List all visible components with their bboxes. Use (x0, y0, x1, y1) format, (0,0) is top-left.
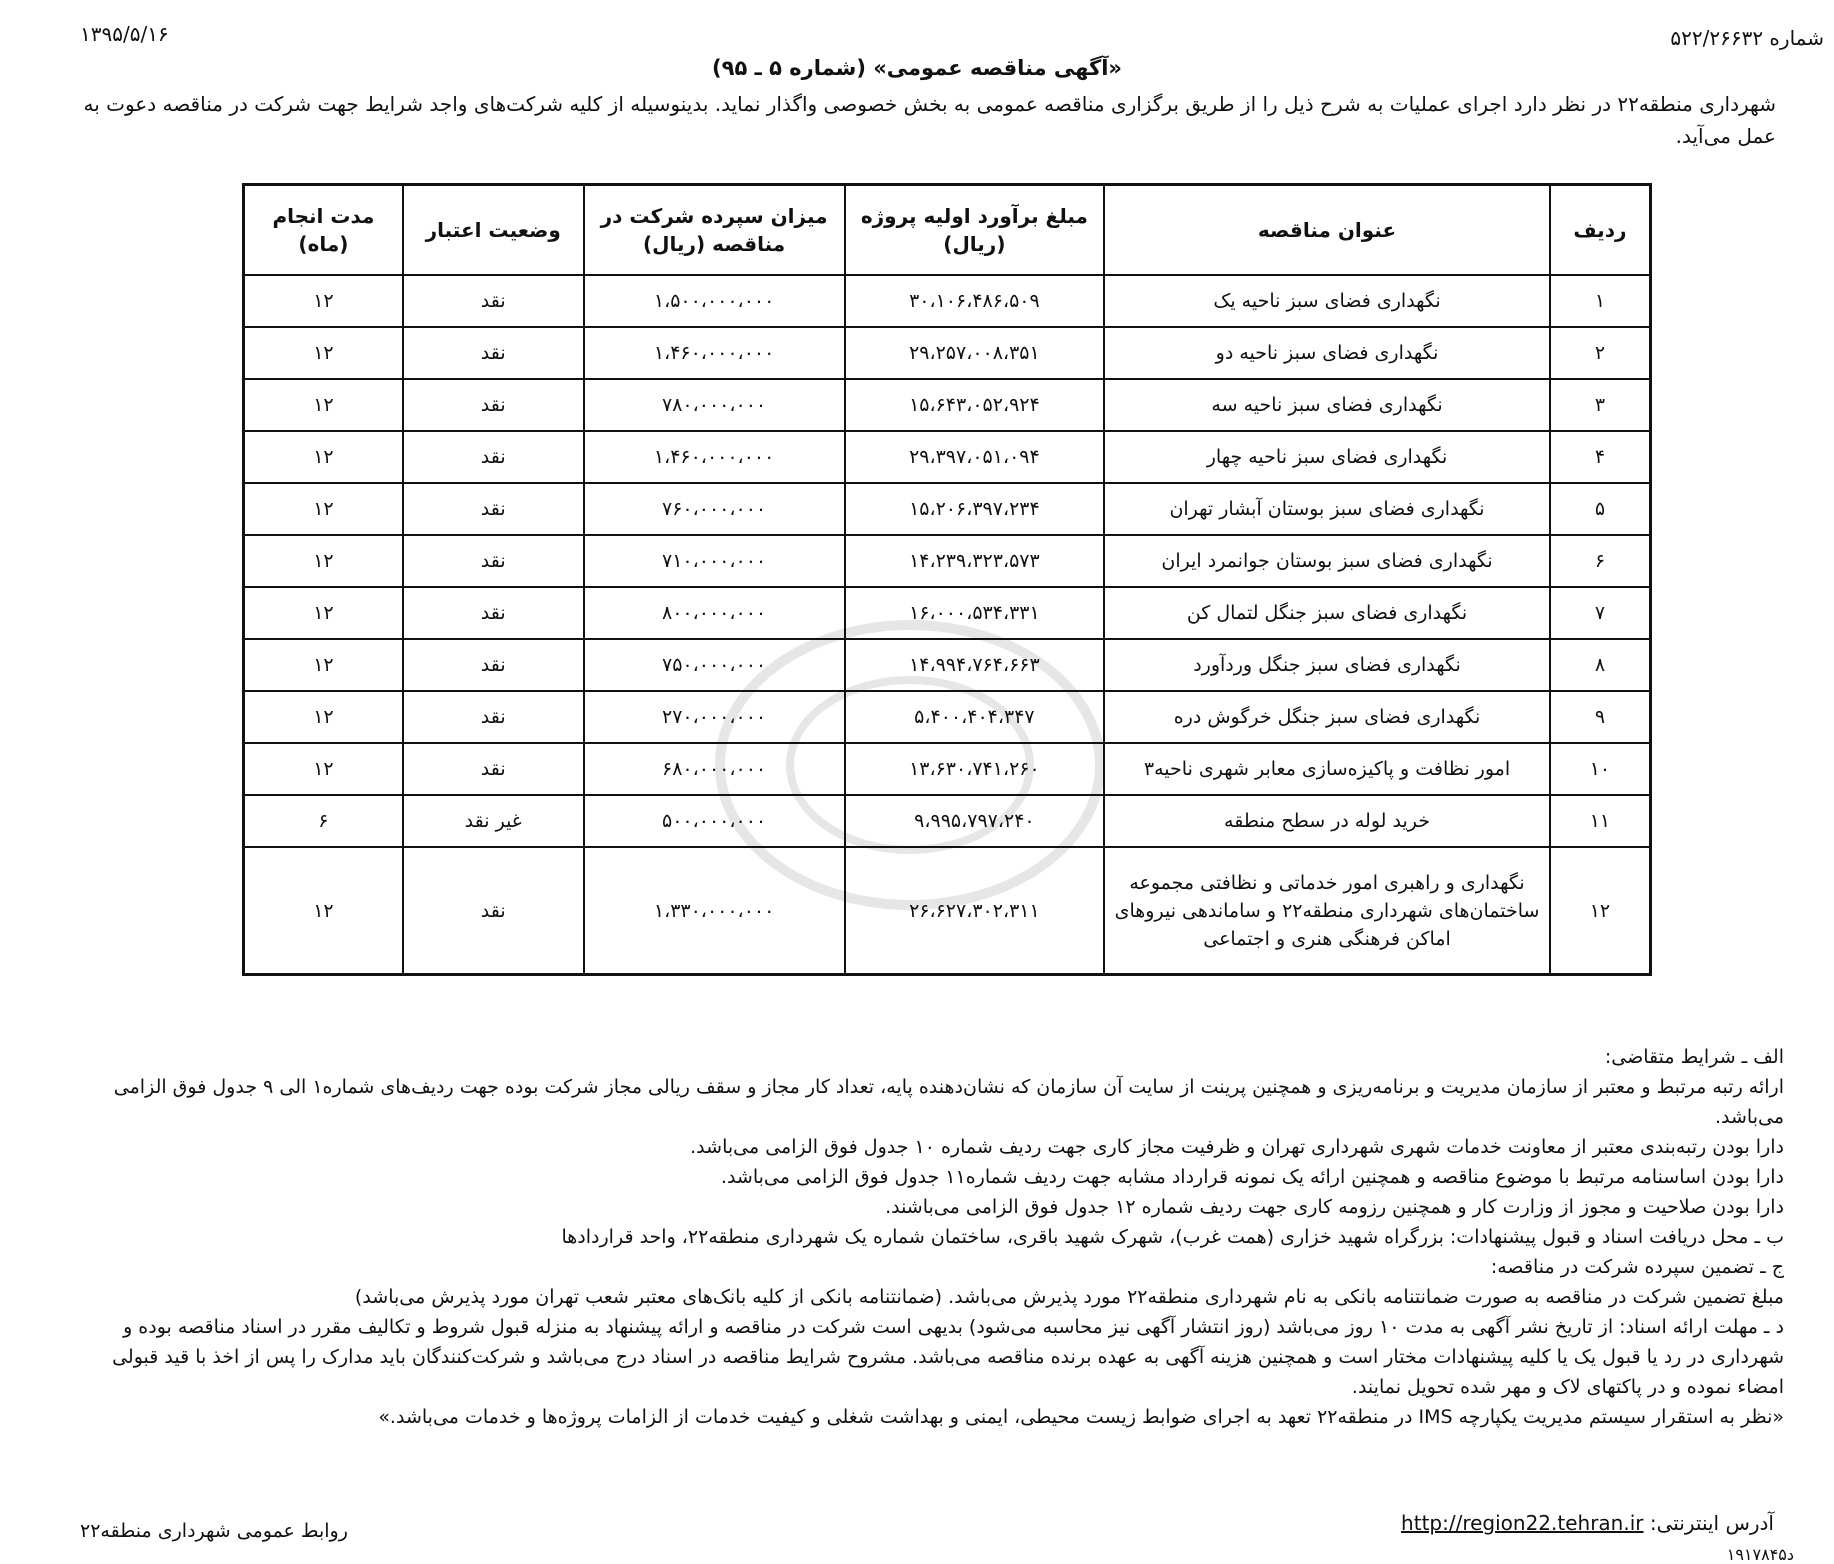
terms-paragraph: ب ـ محل دریافت اسناد و قبول پیشنهادات: بزرگراه شهید خزاری (همت غرب)، شهرک شهید باقری، ساختمان شماره یک شهرداری منطقه۲۲، واحد قراردادها (561, 1226, 1784, 1248)
cell-status: نقد (403, 275, 584, 327)
document-code: ۱۹۱۷۸۴۵د (1726, 1545, 1794, 1564)
cell-row-number: ۱۲ (1550, 847, 1651, 975)
table-row (244, 483, 1651, 535)
cell-title: نگهداری فضای سبز ناحیه سه (1104, 379, 1550, 431)
cell-estimate: ۱۵،۲۰۶،۳۹۷،۲۳۴ (845, 483, 1105, 535)
cell-title: نگهداری فضای سبز بوستان آبشار تهران (1104, 483, 1550, 535)
cell-estimate: ۲۶،۶۲۷،۳۰۲،۳۱۱ (845, 847, 1105, 975)
tender-table (242, 183, 1652, 976)
cell-duration: ۱۲ (244, 327, 403, 379)
notice-title: «آگهی مناقصه عمومی» (شماره ۵ ـ ۹۵) (712, 56, 1122, 80)
cell-deposit: ۶۸۰،۰۰۰،۰۰۰ (584, 743, 845, 795)
cell-status: نقد (403, 483, 584, 535)
cell-title: امور نظافت و پاکیزه‌سازی معابر شهری ناحیه۳ (1104, 743, 1550, 795)
cell-row-number: ۴ (1550, 431, 1651, 483)
cell-duration: ۱۲ (244, 691, 403, 743)
website-line (1401, 1511, 1774, 1535)
cell-row-number: ۶ (1550, 535, 1651, 587)
cell-status: نقد (403, 327, 584, 379)
cell-title: نگهداری فضای سبز جنگل خرگوش دره (1104, 691, 1550, 743)
table-row (244, 587, 1651, 639)
header-status: وضعیت اعتبار (403, 185, 584, 276)
terms-paragraph: مبلغ تضمین شرکت در مناقصه به صورت ضمانتنامه بانکی به نام شهرداری منطقه۲۲ مورد پذیرش می‌باشد. (ضمانتنامه بانکی از کلیه بانک‌های معتبر شعب تهران مورد پذیرش می‌باشد) (354, 1286, 1784, 1308)
cell-deposit: ۱،۳۳۰،۰۰۰،۰۰۰ (584, 847, 845, 975)
cell-duration: ۱۲ (244, 743, 403, 795)
cell-duration: ۱۲ (244, 639, 403, 691)
cell-estimate: ۱۴،۹۹۴،۷۶۴،۶۶۳ (845, 639, 1105, 691)
terms-paragraph: دارا بودن اساسنامه مرتبط با موضوع مناقصه و همچنین ارائه یک نمونه قرارداد مشابه جهت ردیف شماره۱۱ جدول فوق الزامی می‌باشد. (720, 1166, 1784, 1188)
cell-row-number: ۲ (1550, 327, 1651, 379)
cell-estimate: ۲۹،۲۵۷،۰۰۸،۳۵۱ (845, 327, 1105, 379)
cell-row-number: ۸ (1550, 639, 1651, 691)
terms-heading-c: ج ـ تضمین سپرده شرکت در مناقصه: (1490, 1256, 1784, 1278)
cell-title: نگهداری فضای سبز ناحیه دو (1104, 327, 1550, 379)
notice-intro: شهرداری منطقه۲۲ در نظر دارد اجرای عملیات به شرح ذیل را از طریق برگزاری مناقصه عمومی به بخش خصوصی واگذار نماید. بدینوسیله از کلیه شرکت‌های واجد شرایط جهت شرکت در مناقصه دعوت به عمل می‌آید. (83, 92, 1776, 148)
cell-deposit: ۷۶۰،۰۰۰،۰۰۰ (584, 483, 845, 535)
terms-paragraph: دارا بودن رتبه‌بندی معتبر از معاونت خدمات شهری شهرداری تهران و ظرفیت مجاز کاری جهت ردیف شماره ۱۰ جدول فوق الزامی می‌باشد. (690, 1136, 1784, 1158)
cell-status: نقد (403, 431, 584, 483)
website-label: آدرس اینترنتی: (1649, 1511, 1774, 1535)
cell-duration: ۱۲ (244, 847, 403, 975)
table-row (244, 275, 1651, 327)
terms-section (70, 1042, 1784, 1432)
cell-title: نگهداری فضای سبز ناحیه چهار (1104, 431, 1550, 483)
cell-estimate: ۲۹،۳۹۷،۰۵۱،۰۹۴ (845, 431, 1105, 483)
cell-status: نقد (403, 379, 584, 431)
cell-deposit: ۱،۴۶۰،۰۰۰،۰۰۰ (584, 431, 845, 483)
cell-estimate: ۱۴،۲۳۹،۳۲۳،۵۷۳ (845, 535, 1105, 587)
cell-estimate: ۱۳،۶۳۰،۷۴۱،۲۶۰ (845, 743, 1105, 795)
cell-duration: ۱۲ (244, 483, 403, 535)
cell-row-number: ۳ (1550, 379, 1651, 431)
cell-estimate: ۳۰،۱۰۶،۴۸۶،۵۰۹ (845, 275, 1105, 327)
cell-duration: ۱۲ (244, 535, 403, 587)
terms-paragraph: ارائه رتبه مرتبط و معتبر از سازمان مدیریت و برنامه‌ریزی و همچنین پرینت از سایت آن سازمان که نشان‌دهنده پایه، تعداد کار مجاز و سقف ریالی مجاز شرکت بوده جهت ردیف‌های شماره۱ الی ۹ جدول فوق الزامی می‌باشد. (113, 1076, 1784, 1128)
cell-title: نگهداری فضای سبز جنگل لتمال کن (1104, 587, 1550, 639)
website-link[interactable]: http://region22.tehran.ir (1401, 1511, 1644, 1535)
table-row (244, 795, 1651, 847)
cell-row-number: ۱۱ (1550, 795, 1651, 847)
cell-status: نقد (403, 743, 584, 795)
terms-paragraph: «نظر به استقرار سیستم مدیریت یکپارچه IMS در منطقه۲۲ تعهد به اجرای ضوابط زیست محیطی، ایمنی و بهداشت شغلی و کیفیت خدمات از الزامات پروژه‌ها و خدمات می‌باشد.» (378, 1406, 1784, 1428)
cell-row-number: ۱۰ (1550, 743, 1651, 795)
cell-duration: ۶ (244, 795, 403, 847)
cell-title: نگهداری فضای سبز ناحیه یک (1104, 275, 1550, 327)
table-row (244, 691, 1651, 743)
cell-row-number: ۱ (1550, 275, 1651, 327)
cell-deposit: ۷۵۰،۰۰۰،۰۰۰ (584, 639, 845, 691)
letter-date: ۱۳۹۵/۵/۱۶ (80, 22, 169, 46)
header-row-number: ردیف (1550, 185, 1651, 276)
table-row (244, 379, 1651, 431)
cell-duration: ۱۲ (244, 587, 403, 639)
table-row (244, 743, 1651, 795)
cell-estimate: ۹،۹۹۵،۷۹۷،۲۴۰ (845, 795, 1105, 847)
header-deposit: میزان سپرده شرکت در مناقصه (ریال) (584, 185, 845, 276)
table-row (244, 847, 1651, 975)
cell-status: نقد (403, 639, 584, 691)
cell-status: غیر نقد (403, 795, 584, 847)
header-estimate: مبلغ برآورد اولیه پروژه (ریال) (845, 185, 1105, 276)
cell-deposit: ۸۰۰،۰۰۰،۰۰۰ (584, 587, 845, 639)
cell-title: نگهداری فضای سبز جنگل وردآورد (1104, 639, 1550, 691)
terms-heading-a: الف ـ شرایط متقاضی: (1604, 1046, 1784, 1068)
cell-duration: ۱۲ (244, 275, 403, 327)
cell-deposit: ۱،۴۶۰،۰۰۰،۰۰۰ (584, 327, 845, 379)
terms-paragraph: دارا بودن صلاحیت و مجوز از وزارت کار و همچنین رزومه کاری جهت ردیف شماره ۱۲ جدول فوق الزامی می‌باشند. (885, 1196, 1784, 1218)
cell-status: نقد (403, 847, 584, 975)
cell-estimate: ۵،۴۰۰،۴۰۴،۳۴۷ (845, 691, 1105, 743)
cell-deposit: ۷۱۰،۰۰۰،۰۰۰ (584, 535, 845, 587)
cell-row-number: ۵ (1550, 483, 1651, 535)
cell-deposit: ۲۷۰،۰۰۰،۰۰۰ (584, 691, 845, 743)
cell-title: خرید لوله در سطح منطقه (1104, 795, 1550, 847)
header-duration: مدت انجام (ماه) (244, 185, 403, 276)
table-row (244, 327, 1651, 379)
cell-deposit: ۱،۵۰۰،۰۰۰،۰۰۰ (584, 275, 845, 327)
table-row (244, 431, 1651, 483)
table-row (244, 535, 1651, 587)
cell-status: نقد (403, 587, 584, 639)
cell-title: نگهداری و راهبری امور خدماتی و نظافتی مجموعه ساختمان‌های شهرداری منطقه۲۲ و ساماندهی نیروهای اماکن فرهنگی هنری و اجتماعی (1104, 847, 1550, 975)
table-header-row (244, 185, 1651, 276)
cell-duration: ۱۲ (244, 379, 403, 431)
cell-title: نگهداری فضای سبز بوستان جوانمرد ایران (1104, 535, 1550, 587)
cell-deposit: ۷۸۰،۰۰۰،۰۰۰ (584, 379, 845, 431)
cell-row-number: ۷ (1550, 587, 1651, 639)
letter-number: شماره ۵۲۲/۲۶۶۳۲ (1670, 26, 1824, 50)
terms-paragraph: د ـ مهلت ارائه اسناد: از تاریخ نشر آگهی به مدت ۱۰ روز می‌باشد (روز انتشار آگهی نیز محاسبه می‌شود) بدیهی است شرکت در مناقصه و ارائه پیشنهاد به منزله قبول شروط و تکالیف مقرر در اسناد مناقصه بوده و شهرداری در رد یا قبول یک یا کلیه پیشنهادات مختار است و همچنین هزینه آگهی به عهده برنده مناقصه می‌باشد. مشروح شرایط مناقصه در اسناد درج می‌باشد و شرکت‌کنندگان باید مدارک را پس از اخذ با قید قبولی امضاء نموده و در پاکتهای لاک و مهر شده تحویل نمایند. (112, 1316, 1784, 1398)
header-title: عنوان مناقصه (1104, 185, 1550, 276)
cell-deposit: ۵۰۰،۰۰۰،۰۰۰ (584, 795, 845, 847)
public-relations-signature: روابط عمومی شهرداری منطقه۲۲ (80, 1520, 348, 1542)
cell-estimate: ۱۵،۶۴۳،۰۵۲،۹۲۴ (845, 379, 1105, 431)
cell-row-number: ۹ (1550, 691, 1651, 743)
cell-status: نقد (403, 691, 584, 743)
table-row (244, 639, 1651, 691)
cell-status: نقد (403, 535, 584, 587)
cell-estimate: ۱۶،۰۰۰،۵۳۴،۳۳۱ (845, 587, 1105, 639)
cell-duration: ۱۲ (244, 431, 403, 483)
